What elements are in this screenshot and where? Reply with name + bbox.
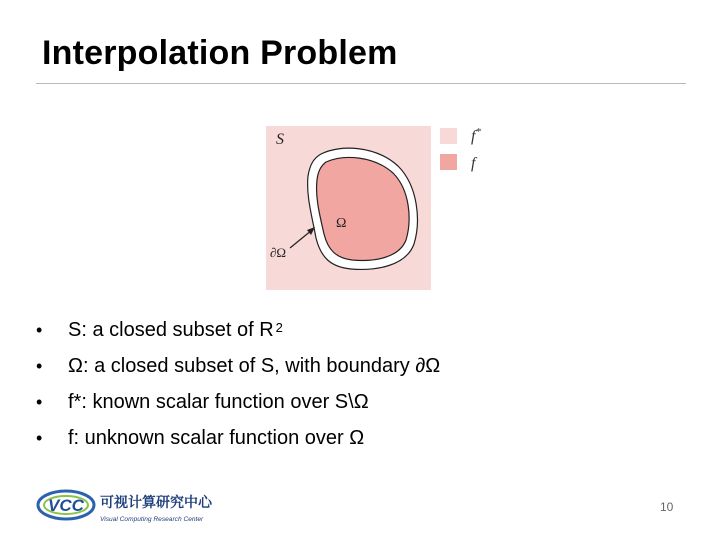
bullet-text: S: a closed subset of R bbox=[68, 319, 274, 341]
bullet-dot: • bbox=[36, 356, 43, 376]
bullet-item bbox=[36, 384, 676, 420]
boundary-label: ∂Ω bbox=[270, 245, 287, 260]
slide-title: Interpolation Problem bbox=[42, 34, 398, 72]
bullet-item bbox=[36, 312, 676, 348]
bullet-text: f: unknown scalar function over Ω bbox=[68, 427, 365, 449]
logo-abbr: VCC bbox=[48, 496, 84, 515]
bullet-dot: • bbox=[36, 392, 43, 412]
bullet-text: Ω: a closed subset of S, with boundary ∂Ω bbox=[68, 355, 441, 377]
omega-label: Ω bbox=[336, 216, 347, 231]
page-number: 10 bbox=[660, 500, 674, 514]
bullet-list bbox=[36, 312, 676, 456]
legend-swatch-f-star bbox=[440, 128, 457, 144]
legend bbox=[440, 126, 500, 178]
bullet-dot: • bbox=[36, 320, 43, 340]
s-label: S bbox=[276, 131, 284, 148]
legend-label-f: f bbox=[471, 155, 476, 172]
logo-english-name: Visual Computing Research Center bbox=[100, 516, 204, 523]
bullet-superscript: 2 bbox=[275, 320, 283, 335]
vcc-logo bbox=[36, 488, 226, 526]
bullet-dot: • bbox=[36, 428, 43, 448]
bullet-item bbox=[36, 348, 676, 384]
logo-chinese-name: 可视计算研究中心 bbox=[100, 495, 212, 511]
bullet-item bbox=[36, 420, 676, 456]
region-diagram bbox=[266, 126, 431, 290]
legend-swatch-f bbox=[440, 154, 457, 170]
legend-label-f-star: f* bbox=[471, 126, 481, 145]
title-divider bbox=[36, 83, 686, 84]
bullet-text: f*: known scalar function over S\Ω bbox=[68, 391, 369, 413]
